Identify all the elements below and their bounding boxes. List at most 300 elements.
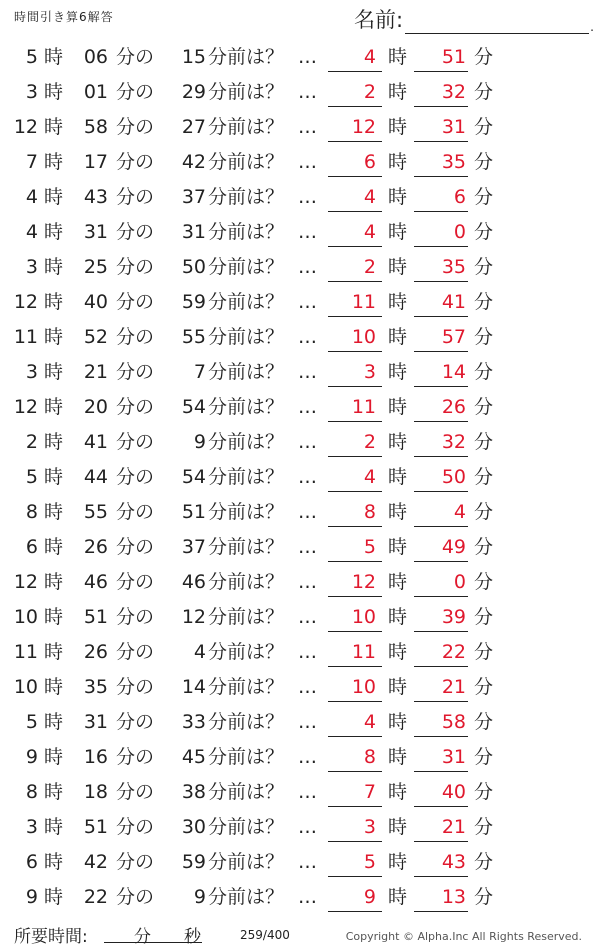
answer-minute-label: 分	[474, 326, 494, 348]
hour-label: 時	[44, 711, 64, 733]
question-label: 分前は？	[208, 326, 285, 348]
start-hour: 4	[25, 221, 38, 243]
problem-row	[0, 879, 600, 914]
answer-hour: 2	[363, 431, 376, 453]
problem-row	[0, 39, 600, 74]
ellipsis: …	[298, 466, 317, 488]
minutes-before: 27	[181, 116, 206, 138]
minutes-before: 59	[181, 851, 206, 873]
answer-hour: 4	[363, 221, 376, 243]
start-hour: 7	[25, 151, 38, 173]
start-hour: 3	[25, 256, 38, 278]
answer-minute-line	[414, 281, 468, 282]
answer-minute-line	[414, 596, 468, 597]
hour-label: 時	[44, 501, 64, 523]
hour-label: 時	[44, 781, 64, 803]
answer-minute: 21	[441, 676, 466, 698]
answer-hour-line	[328, 876, 382, 877]
minute-of-label: 分の	[116, 641, 155, 663]
start-hour: 3	[25, 816, 38, 838]
answer-minute-label: 分	[474, 361, 494, 383]
start-minute: 51	[83, 606, 108, 628]
start-minute: 44	[83, 466, 108, 488]
answer-minute-label: 分	[474, 886, 494, 908]
answer-minute-line	[414, 491, 468, 492]
question-label: 分前は？	[208, 116, 285, 138]
answer-minute: 31	[441, 746, 466, 768]
question-label: 分前は？	[208, 886, 285, 908]
hour-label: 時	[44, 46, 64, 68]
answer-minute: 0	[453, 221, 466, 243]
hour-label: 時	[44, 641, 64, 663]
answer-minute: 6	[453, 186, 466, 208]
page-number: 259/400	[240, 928, 290, 942]
start-minute: 52	[83, 326, 108, 348]
start-minute: 21	[83, 361, 108, 383]
minutes-before: 37	[181, 186, 206, 208]
answer-hour-label: 時	[388, 886, 408, 908]
answer-hour-line	[328, 211, 382, 212]
minute-of-label: 分の	[116, 501, 155, 523]
minute-of-label: 分の	[116, 116, 155, 138]
problem-row	[0, 389, 600, 424]
start-hour: 11	[13, 641, 38, 663]
minute-of-label: 分の	[116, 711, 155, 733]
answer-hour-label: 時	[388, 221, 408, 243]
answer-hour: 4	[363, 186, 376, 208]
answer-hour: 8	[363, 501, 376, 523]
minutes-before: 9	[193, 886, 206, 908]
minutes-before: 14	[181, 676, 206, 698]
ellipsis: …	[298, 431, 317, 453]
minutes-before: 7	[193, 361, 206, 383]
answer-hour-label: 時	[388, 466, 408, 488]
answer-minute: 50	[441, 466, 466, 488]
answer-minute: 43	[441, 851, 466, 873]
minute-of-label: 分の	[116, 291, 155, 313]
start-minute: 42	[83, 851, 108, 873]
minutes-before: 33	[181, 711, 206, 733]
problem-row	[0, 319, 600, 354]
start-minute: 20	[83, 396, 108, 418]
hour-label: 時	[44, 466, 64, 488]
minutes-before: 9	[193, 431, 206, 453]
question-label: 分前は？	[208, 46, 285, 68]
question-label: 分前は？	[208, 746, 285, 768]
question-label: 分前は？	[208, 571, 285, 593]
start-minute: 41	[83, 431, 108, 453]
ellipsis: …	[298, 81, 317, 103]
start-hour: 11	[13, 326, 38, 348]
start-hour: 5	[25, 711, 38, 733]
start-minute: 26	[83, 641, 108, 663]
answer-minute: 58	[441, 711, 466, 733]
answer-minute-label: 分	[474, 186, 494, 208]
answer-hour-line	[328, 246, 382, 247]
answer-hour-label: 時	[388, 816, 408, 838]
answer-hour-line	[328, 141, 382, 142]
answer-minute-label: 分	[474, 641, 494, 663]
worksheet-title: 時間引き算6解答	[14, 10, 114, 24]
problem-row	[0, 704, 600, 739]
answer-hour-line	[328, 806, 382, 807]
start-minute: 01	[83, 81, 108, 103]
start-minute: 46	[83, 571, 108, 593]
answer-minute: 13	[441, 886, 466, 908]
start-hour: 10	[13, 606, 38, 628]
answer-hour-label: 時	[388, 186, 408, 208]
ellipsis: …	[298, 221, 317, 243]
answer-hour-line	[328, 526, 382, 527]
start-minute: 51	[83, 816, 108, 838]
name-dot: .	[590, 20, 594, 34]
start-hour: 4	[25, 186, 38, 208]
ellipsis: …	[298, 536, 317, 558]
answer-minute-label: 分	[474, 851, 494, 873]
answer-hour: 12	[351, 116, 376, 138]
minutes-before: 54	[181, 466, 206, 488]
minutes-before: 55	[181, 326, 206, 348]
hour-label: 時	[44, 536, 64, 558]
minute-of-label: 分の	[116, 81, 155, 103]
answer-hour: 6	[363, 151, 376, 173]
minutes-before: 31	[181, 221, 206, 243]
start-minute: 16	[83, 746, 108, 768]
question-label: 分前は？	[208, 676, 285, 698]
answer-hour: 5	[363, 536, 376, 558]
hour-label: 時	[44, 571, 64, 593]
start-minute: 26	[83, 536, 108, 558]
hour-label: 時	[44, 886, 64, 908]
answer-minute: 41	[441, 291, 466, 313]
answer-hour: 2	[363, 81, 376, 103]
minute-of-label: 分の	[116, 151, 155, 173]
minutes-before: 42	[181, 151, 206, 173]
problem-row	[0, 214, 600, 249]
minutes-before: 29	[181, 81, 206, 103]
ellipsis: …	[298, 256, 317, 278]
hour-label: 時	[44, 361, 64, 383]
ellipsis: …	[298, 151, 317, 173]
problem-row	[0, 459, 600, 494]
ellipsis: …	[298, 571, 317, 593]
start-minute: 18	[83, 781, 108, 803]
ellipsis: …	[298, 851, 317, 873]
problem-row	[0, 564, 600, 599]
start-hour: 9	[25, 886, 38, 908]
start-hour: 12	[13, 571, 38, 593]
answer-hour-line	[328, 736, 382, 737]
answer-hour: 11	[351, 641, 376, 663]
minute-of-label: 分の	[116, 571, 155, 593]
ellipsis: …	[298, 291, 317, 313]
answer-hour: 4	[363, 466, 376, 488]
ellipsis: …	[298, 746, 317, 768]
hour-label: 時	[44, 676, 64, 698]
question-label: 分前は？	[208, 151, 285, 173]
minutes-before: 59	[181, 291, 206, 313]
answer-hour-label: 時	[388, 851, 408, 873]
answer-minute-line	[414, 631, 468, 632]
hour-label: 時	[44, 746, 64, 768]
hour-label: 時	[44, 186, 64, 208]
ellipsis: …	[298, 781, 317, 803]
start-minute: 43	[83, 186, 108, 208]
hour-label: 時	[44, 606, 64, 628]
minutes-before: 51	[181, 501, 206, 523]
problem-row	[0, 249, 600, 284]
question-label: 分前は？	[208, 81, 285, 103]
answer-minute: 35	[441, 151, 466, 173]
answer-hour-label: 時	[388, 151, 408, 173]
question-label: 分前は？	[208, 816, 285, 838]
answer-hour: 3	[363, 816, 376, 838]
minute-of-label: 分の	[116, 256, 155, 278]
minutes-before: 37	[181, 536, 206, 558]
answer-hour-line	[328, 456, 382, 457]
answer-minute-line	[414, 736, 468, 737]
answer-minute-label: 分	[474, 221, 494, 243]
answer-hour-label: 時	[388, 256, 408, 278]
answer-hour-label: 時	[388, 116, 408, 138]
answer-hour: 9	[363, 886, 376, 908]
answer-minute: 26	[441, 396, 466, 418]
answer-hour-line	[328, 561, 382, 562]
ellipsis: …	[298, 186, 317, 208]
ellipsis: …	[298, 46, 317, 68]
answer-minute: 32	[441, 431, 466, 453]
problem-row	[0, 284, 600, 319]
question-label: 分前は？	[208, 221, 285, 243]
problem-row	[0, 144, 600, 179]
answer-hour: 10	[351, 606, 376, 628]
minutes-before: 50	[181, 256, 206, 278]
answer-hour: 5	[363, 851, 376, 873]
problem-row	[0, 494, 600, 529]
copyright-text: Copyright © Alpha.Inc All Rights Reserved.	[345, 930, 582, 943]
answer-hour-label: 時	[388, 571, 408, 593]
answer-minute-line	[414, 771, 468, 772]
answer-minute: 4	[453, 501, 466, 523]
answer-hour-line	[328, 841, 382, 842]
question-label: 分前は？	[208, 501, 285, 523]
problem-row	[0, 599, 600, 634]
question-label: 分前は？	[208, 256, 285, 278]
answer-minute-label: 分	[474, 816, 494, 838]
minute-of-label: 分の	[116, 221, 155, 243]
answer-minute-line	[414, 911, 468, 912]
question-label: 分前は？	[208, 781, 285, 803]
start-hour: 6	[25, 851, 38, 873]
ellipsis: …	[298, 816, 317, 838]
minute-of-label: 分の	[116, 536, 155, 558]
hour-label: 時	[44, 221, 64, 243]
minutes-before: 4	[193, 641, 206, 663]
problem-row	[0, 739, 600, 774]
question-label: 分前は？	[208, 186, 285, 208]
start-minute: 06	[83, 46, 108, 68]
start-hour: 10	[13, 676, 38, 698]
answer-minute-label: 分	[474, 81, 494, 103]
question-label: 分前は？	[208, 711, 285, 733]
hour-label: 時	[44, 81, 64, 103]
answer-hour-line	[328, 771, 382, 772]
answer-hour-line	[328, 491, 382, 492]
minute-of-label: 分の	[116, 781, 155, 803]
answer-minute: 14	[441, 361, 466, 383]
answer-minute-line	[414, 246, 468, 247]
start-minute: 31	[83, 711, 108, 733]
hour-label: 時	[44, 151, 64, 173]
start-hour: 9	[25, 746, 38, 768]
answer-minute: 40	[441, 781, 466, 803]
answer-hour-label: 時	[388, 326, 408, 348]
start-minute: 40	[83, 291, 108, 313]
name-blank-line[interactable]	[405, 13, 589, 34]
minute-of-label: 分の	[116, 676, 155, 698]
start-minute: 31	[83, 221, 108, 243]
answer-minute-label: 分	[474, 711, 494, 733]
ellipsis: …	[298, 361, 317, 383]
hour-label: 時	[44, 396, 64, 418]
answer-minute: 0	[453, 571, 466, 593]
answer-minute-line	[414, 106, 468, 107]
ellipsis: …	[298, 606, 317, 628]
answer-minute: 22	[441, 641, 466, 663]
answer-hour: 3	[363, 361, 376, 383]
problem-row	[0, 669, 600, 704]
answer-hour-label: 時	[388, 501, 408, 523]
answer-minute-label: 分	[474, 571, 494, 593]
minutes-before: 46	[181, 571, 206, 593]
minutes-before: 45	[181, 746, 206, 768]
start-hour: 5	[25, 466, 38, 488]
answer-hour-label: 時	[388, 711, 408, 733]
hour-label: 時	[44, 326, 64, 348]
answer-minute: 21	[441, 816, 466, 838]
minute-of-label: 分の	[116, 606, 155, 628]
problem-row	[0, 109, 600, 144]
answer-hour: 4	[363, 46, 376, 68]
answer-hour: 8	[363, 746, 376, 768]
answer-minute-label: 分	[474, 431, 494, 453]
answer-minute-line	[414, 351, 468, 352]
answer-minute: 35	[441, 256, 466, 278]
problem-row	[0, 634, 600, 669]
answer-minute-line	[414, 176, 468, 177]
start-minute: 58	[83, 116, 108, 138]
name-field	[354, 4, 594, 34]
minutes-before: 30	[181, 816, 206, 838]
problem-row	[0, 179, 600, 214]
answer-hour-label: 時	[388, 676, 408, 698]
answer-hour: 4	[363, 711, 376, 733]
answer-minute: 57	[441, 326, 466, 348]
problem-row	[0, 774, 600, 809]
answer-minute-line	[414, 701, 468, 702]
answer-hour-label: 時	[388, 361, 408, 383]
ellipsis: …	[298, 326, 317, 348]
answer-hour-label: 時	[388, 291, 408, 313]
name-label: 名前:	[354, 8, 404, 32]
minute-of-label: 分の	[116, 186, 155, 208]
answer-hour-line	[328, 911, 382, 912]
answer-minute-line	[414, 526, 468, 527]
problem-row	[0, 354, 600, 389]
hour-label: 時	[44, 116, 64, 138]
time-taken-label: 所要時間:	[14, 927, 88, 947]
start-hour: 8	[25, 501, 38, 523]
start-hour: 6	[25, 536, 38, 558]
question-label: 分前は？	[208, 431, 285, 453]
answer-hour-label: 時	[388, 81, 408, 103]
answer-minute-line	[414, 841, 468, 842]
answer-minute-label: 分	[474, 676, 494, 698]
answer-hour-label: 時	[388, 536, 408, 558]
minute-of-label: 分の	[116, 361, 155, 383]
start-minute: 35	[83, 676, 108, 698]
minute-of-label: 分の	[116, 816, 155, 838]
answer-minute: 31	[441, 116, 466, 138]
answer-minute-label: 分	[474, 746, 494, 768]
minute-of-label: 分の	[116, 46, 155, 68]
ellipsis: …	[298, 886, 317, 908]
answer-minute-label: 分	[474, 501, 494, 523]
answer-hour-line	[328, 176, 382, 177]
time-second-unit: 秒	[184, 927, 201, 947]
start-minute: 25	[83, 256, 108, 278]
answer-hour-label: 時	[388, 746, 408, 768]
time-taken-blank[interactable]	[104, 922, 202, 947]
answer-minute-line	[414, 141, 468, 142]
answer-minute-label: 分	[474, 536, 494, 558]
answer-hour-line	[328, 351, 382, 352]
answer-minute-line	[414, 211, 468, 212]
start-hour: 2	[25, 431, 38, 453]
start-minute: 17	[83, 151, 108, 173]
hour-label: 時	[44, 291, 64, 313]
minute-of-label: 分の	[116, 851, 155, 873]
answer-hour: 12	[351, 571, 376, 593]
answer-minute-label: 分	[474, 151, 494, 173]
minute-of-label: 分の	[116, 431, 155, 453]
answer-minute: 39	[441, 606, 466, 628]
answer-minute-label: 分	[474, 116, 494, 138]
answer-minute-line	[414, 386, 468, 387]
minutes-before: 15	[181, 46, 206, 68]
answer-minute-label: 分	[474, 466, 494, 488]
ellipsis: …	[298, 396, 317, 418]
question-label: 分前は？	[208, 466, 285, 488]
answer-hour-label: 時	[388, 46, 408, 68]
answer-minute: 32	[441, 81, 466, 103]
answer-hour: 11	[351, 291, 376, 313]
minute-of-label: 分の	[116, 746, 155, 768]
answer-hour: 11	[351, 396, 376, 418]
ellipsis: …	[298, 641, 317, 663]
answer-hour-line	[328, 281, 382, 282]
hour-label: 時	[44, 816, 64, 838]
answer-minute-label: 分	[474, 256, 494, 278]
time-minute-unit: 分	[134, 927, 151, 947]
answer-hour-line	[328, 701, 382, 702]
ellipsis: …	[298, 116, 317, 138]
question-label: 分前は？	[208, 291, 285, 313]
minutes-before: 38	[181, 781, 206, 803]
answer-hour: 7	[363, 781, 376, 803]
ellipsis: …	[298, 501, 317, 523]
answer-minute-label: 分	[474, 46, 494, 68]
